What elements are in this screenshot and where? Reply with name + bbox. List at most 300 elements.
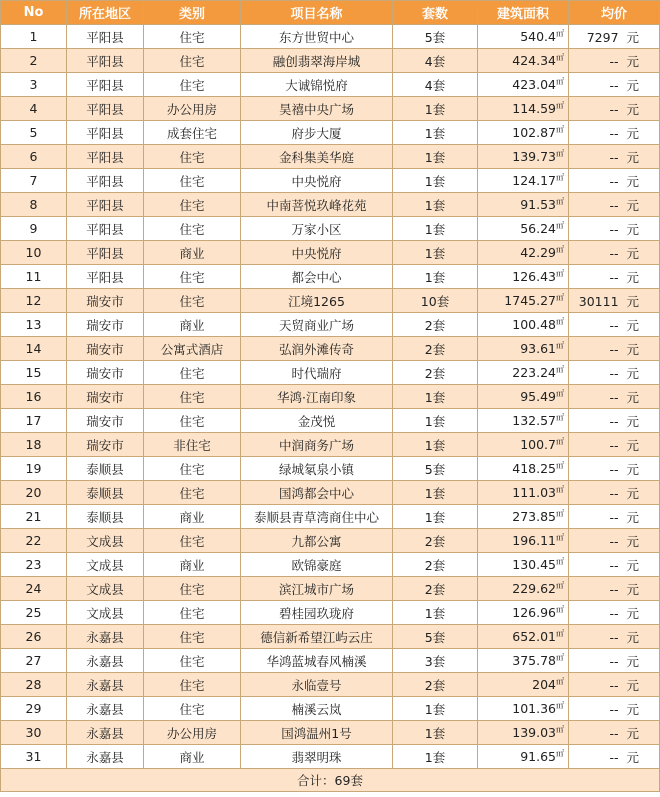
area-unit: ㎡: [556, 460, 564, 470]
project-name-cell-value: 永临壹号: [291, 677, 342, 693]
table-row: [1, 649, 660, 673]
price-unit: 元: [626, 173, 639, 189]
category-cell: [144, 49, 241, 73]
region-cell: [67, 145, 144, 169]
price-unit: 元: [626, 749, 639, 765]
total-cell: 合计：69套: [1, 769, 660, 792]
area-cell-value: 100.48: [512, 317, 556, 332]
project-name-cell: [241, 121, 393, 145]
area-cell: [478, 241, 569, 265]
row-number-cell: [1, 673, 67, 697]
table-row: [1, 601, 660, 625]
area-unit: ㎡: [556, 292, 564, 302]
price-cell: [569, 553, 660, 577]
area-cell: [478, 457, 569, 481]
table-row: [1, 241, 660, 265]
project-name-cell: [241, 721, 393, 745]
category-cell: [144, 361, 241, 385]
row-number-cell: [1, 529, 67, 553]
area-cell: [478, 337, 569, 361]
area-cell-value: 223.24: [512, 365, 556, 380]
units-cell: [393, 121, 478, 145]
price-cell-value: --: [609, 389, 619, 405]
region-cell: [67, 457, 144, 481]
region-cell: [67, 217, 144, 241]
row-number-cell-value: 28: [25, 677, 42, 692]
price-unit: 元: [626, 269, 639, 285]
units-cell: [393, 505, 478, 529]
project-name-cell: [241, 217, 393, 241]
project-name-cell: [241, 145, 393, 169]
area-cell-value: 42.29: [520, 245, 556, 260]
price-unit: 元: [626, 245, 639, 261]
region-cell-value: 瑞安市: [86, 413, 124, 429]
category-cell: [144, 73, 241, 97]
region-cell: [67, 481, 144, 505]
area-cell-value: 424.34: [512, 53, 556, 68]
area-cell: [478, 553, 569, 577]
price-cell-value: --: [609, 653, 619, 669]
area-unit: ㎡: [556, 148, 564, 158]
units-cell-value: 2套: [424, 341, 446, 357]
units-cell: [393, 169, 478, 193]
project-name-cell-value: 滨江城市广场: [278, 581, 354, 597]
project-name-cell: [241, 697, 393, 721]
row-number-cell: [1, 361, 67, 385]
area-cell-value: 102.87: [512, 125, 556, 140]
project-name-cell-value: 金科集美华庭: [278, 149, 354, 165]
price-cell-value: --: [609, 485, 619, 501]
units-cell-value: 2套: [424, 533, 446, 549]
price-cell-value: --: [609, 605, 619, 621]
table-row: [1, 337, 660, 361]
project-name-cell-value: 德信新希望江屿云庄: [260, 629, 373, 645]
region-cell-value: 泰顺县: [86, 509, 124, 525]
project-name-cell: [241, 49, 393, 73]
category-cell-value: 商业: [179, 749, 205, 765]
row-number-cell: [1, 289, 67, 313]
price-cell-value: --: [609, 701, 619, 717]
project-name-cell-value: 九都公寓: [291, 533, 342, 549]
price-unit: 元: [626, 125, 639, 141]
row-number-cell-value: 16: [25, 389, 42, 404]
units-cell: [393, 649, 478, 673]
category-cell: [144, 169, 241, 193]
price-unit: 元: [626, 53, 639, 69]
region-cell: [67, 361, 144, 385]
area-cell-value: 375.78: [512, 653, 556, 668]
price-cell: [569, 649, 660, 673]
units-cell: [393, 73, 478, 97]
project-name-cell-value: 金茂悦: [297, 413, 336, 429]
project-name-cell: [241, 97, 393, 121]
table-row: [1, 121, 660, 145]
area-cell-value: 418.25: [512, 461, 556, 476]
area-cell-value: 652.01: [512, 629, 556, 644]
units-cell: [393, 673, 478, 697]
row-number-cell: [1, 697, 67, 721]
area-cell: [478, 169, 569, 193]
table-row: [1, 73, 660, 97]
table-row: [1, 217, 660, 241]
column-header-area: 建筑面积: [478, 1, 569, 25]
units-cell: [393, 433, 478, 457]
region-cell: [67, 505, 144, 529]
area-cell-value: 132.57: [512, 413, 556, 428]
units-cell: [393, 337, 478, 361]
region-cell: [67, 241, 144, 265]
region-cell-value: 平阳县: [86, 149, 124, 165]
units-cell: [393, 577, 478, 601]
category-cell: [144, 505, 241, 529]
row-number-cell-value: 3: [29, 77, 38, 92]
units-cell: [393, 241, 478, 265]
area-unit: ㎡: [556, 76, 564, 86]
project-name-cell-value: 翡翠明珠: [291, 749, 342, 765]
table-row: [1, 385, 660, 409]
area-cell-value: 273.85: [512, 509, 556, 524]
area-cell: [478, 385, 569, 409]
table-row: [1, 265, 660, 289]
row-number-cell-value: 22: [25, 533, 42, 548]
area-unit: ㎡: [556, 244, 564, 254]
area-unit: ㎡: [556, 724, 564, 734]
project-name-cell: [241, 265, 393, 289]
project-name-cell: [241, 649, 393, 673]
region-cell-value: 永嘉县: [86, 677, 124, 693]
area-cell: [478, 49, 569, 73]
units-cell-value: 1套: [424, 173, 446, 189]
project-name-cell-value: 天贸商业广场: [278, 317, 354, 333]
price-unit: 元: [626, 581, 639, 597]
row-number-cell-value: 21: [25, 509, 42, 524]
price-cell-value: --: [609, 317, 619, 333]
units-cell: [393, 457, 478, 481]
units-cell-value: 2套: [424, 581, 446, 597]
project-name-cell-value: 融创翡翠海岸城: [272, 53, 361, 69]
row-number-cell-value: 17: [25, 413, 42, 428]
price-cell: [569, 217, 660, 241]
units-cell-value: 1套: [424, 221, 446, 237]
project-name-cell: [241, 625, 393, 649]
area-unit: ㎡: [556, 124, 564, 134]
column-header-category: 类别: [144, 1, 241, 25]
region-cell-value: 文成县: [86, 581, 124, 597]
category-cell-value: 住宅: [179, 77, 205, 93]
price-cell: [569, 481, 660, 505]
price-cell-value: 7297: [586, 29, 619, 45]
area-cell: [478, 529, 569, 553]
area-cell: [478, 433, 569, 457]
area-cell-value: 56.24: [520, 221, 556, 236]
region-cell: [67, 25, 144, 49]
project-name-cell-value: 中央悦府: [291, 245, 342, 261]
units-cell-value: 1套: [424, 413, 446, 429]
area-unit: ㎡: [556, 676, 564, 686]
region-cell: [67, 577, 144, 601]
area-cell: [478, 25, 569, 49]
table-row: [1, 313, 660, 337]
area-unit: ㎡: [556, 580, 564, 590]
units-cell: [393, 265, 478, 289]
row-number-cell: [1, 649, 67, 673]
area-unit: ㎡: [556, 28, 564, 38]
category-cell: [144, 313, 241, 337]
project-name-cell-value: 楠溪云岚: [291, 701, 342, 717]
region-cell: [67, 721, 144, 745]
row-number-cell-value: 24: [25, 581, 42, 596]
row-number-cell: [1, 409, 67, 433]
category-cell: [144, 385, 241, 409]
region-cell: [67, 49, 144, 73]
units-cell: [393, 49, 478, 73]
table-row: [1, 25, 660, 49]
row-number-cell: [1, 745, 67, 769]
region-cell-value: 平阳县: [86, 269, 124, 285]
area-cell-value: 1745.27: [504, 293, 556, 308]
table-row: [1, 745, 660, 769]
category-cell: [144, 649, 241, 673]
project-name-cell: [241, 673, 393, 697]
category-cell: [144, 121, 241, 145]
project-name-cell-value: 绿城氡泉小镇: [278, 461, 354, 477]
price-unit: 元: [626, 29, 639, 45]
project-name-cell-value: 府步大厦: [291, 125, 342, 141]
row-number-cell-value: 20: [25, 485, 42, 500]
price-cell: [569, 121, 660, 145]
price-cell: [569, 241, 660, 265]
price-cell: [569, 145, 660, 169]
project-name-cell: [241, 385, 393, 409]
table-row: [1, 193, 660, 217]
row-number-cell: [1, 385, 67, 409]
units-cell-value: 1套: [424, 101, 446, 117]
price-unit: 元: [626, 221, 639, 237]
row-number-cell-value: 29: [25, 701, 42, 716]
category-cell-value: 住宅: [179, 581, 205, 597]
area-cell-value: 126.43: [512, 269, 556, 284]
units-cell-value: 5套: [424, 461, 446, 477]
area-cell: [478, 193, 569, 217]
price-cell: [569, 697, 660, 721]
project-name-cell-value: 国鸿都会中心: [278, 485, 354, 501]
units-cell-value: 4套: [424, 77, 446, 93]
area-cell: [478, 313, 569, 337]
price-cell-value: --: [609, 245, 619, 261]
table-row: [1, 49, 660, 73]
row-number-cell-value: 9: [29, 221, 38, 236]
category-cell-value: 住宅: [179, 389, 205, 405]
area-cell-value: 196.11: [512, 533, 556, 548]
project-name-cell: [241, 73, 393, 97]
price-cell: [569, 265, 660, 289]
table-row: [1, 433, 660, 457]
region-cell-value: 永嘉县: [86, 725, 124, 741]
area-cell-value: 111.03: [512, 485, 556, 500]
units-cell-value: 1套: [424, 269, 446, 285]
project-name-cell-value: 华鸿蓝城春风楠溪: [266, 653, 367, 669]
region-cell-value: 平阳县: [86, 221, 124, 237]
row-number-cell: [1, 721, 67, 745]
table-row: [1, 409, 660, 433]
project-name-cell-value: 万家小区: [291, 221, 342, 237]
project-name-cell: [241, 169, 393, 193]
area-unit: ㎡: [556, 508, 564, 518]
area-cell: [478, 721, 569, 745]
region-cell: [67, 673, 144, 697]
area-cell-value: 126.96: [512, 605, 556, 620]
units-cell-value: 3套: [424, 653, 446, 669]
category-cell-value: 商业: [179, 245, 205, 261]
price-cell: [569, 409, 660, 433]
region-cell-value: 永嘉县: [86, 701, 124, 717]
project-name-cell: [241, 601, 393, 625]
units-cell: [393, 217, 478, 241]
row-number-cell-value: 8: [29, 197, 38, 212]
column-header-no: No: [1, 1, 67, 25]
region-cell-value: 瑞安市: [86, 341, 124, 357]
price-cell: [569, 385, 660, 409]
region-cell: [67, 265, 144, 289]
price-cell: [569, 169, 660, 193]
table-row: [1, 97, 660, 121]
project-name-cell: [241, 529, 393, 553]
row-number-cell-value: 7: [29, 173, 38, 188]
price-cell: [569, 73, 660, 97]
row-number-cell: [1, 25, 67, 49]
price-cell: [569, 457, 660, 481]
price-unit: 元: [626, 653, 639, 669]
project-name-cell: [241, 745, 393, 769]
category-cell-value: 商业: [179, 317, 205, 333]
units-cell: [393, 745, 478, 769]
category-cell-value: 公寓式酒店: [160, 341, 224, 357]
price-cell-value: 30111: [578, 293, 619, 309]
area-unit: ㎡: [556, 364, 564, 374]
row-number-cell: [1, 241, 67, 265]
region-cell-value: 瑞安市: [86, 389, 124, 405]
project-name-cell: [241, 433, 393, 457]
category-cell-value: 商业: [179, 557, 205, 573]
column-header-project: 项目名称: [241, 1, 393, 25]
table-row: [1, 721, 660, 745]
category-cell-value: 住宅: [179, 173, 205, 189]
region-cell-value: 泰顺县: [86, 461, 124, 477]
category-cell-value: 住宅: [179, 677, 205, 693]
price-cell-value: --: [609, 77, 619, 93]
row-number-cell-value: 25: [25, 605, 42, 620]
table-row: [1, 577, 660, 601]
area-cell-value: 139.03: [512, 725, 556, 740]
row-number-cell-value: 30: [25, 725, 42, 740]
area-cell: [478, 649, 569, 673]
units-cell-value: 1套: [424, 605, 446, 621]
units-cell-value: 1套: [424, 389, 446, 405]
table-row: [1, 625, 660, 649]
price-cell-value: --: [609, 173, 619, 189]
column-header-region: 所在地区: [67, 1, 144, 25]
category-cell: [144, 409, 241, 433]
area-unit: ㎡: [556, 316, 564, 326]
category-cell-value: 住宅: [179, 485, 205, 501]
category-cell: [144, 529, 241, 553]
area-unit: ㎡: [556, 196, 564, 206]
category-cell-value: 住宅: [179, 701, 205, 717]
row-number-cell-value: 26: [25, 629, 42, 644]
row-number-cell: [1, 481, 67, 505]
category-cell: [144, 433, 241, 457]
region-cell-value: 永嘉县: [86, 629, 124, 645]
units-cell: [393, 361, 478, 385]
category-cell-value: 住宅: [179, 461, 205, 477]
table-row: [1, 673, 660, 697]
category-cell-value: 住宅: [179, 413, 205, 429]
region-cell: [67, 409, 144, 433]
area-cell: [478, 745, 569, 769]
project-name-cell-value: 都会中心: [291, 269, 342, 285]
price-unit: 元: [626, 389, 639, 405]
area-cell-value: 540.4: [520, 29, 556, 44]
price-unit: 元: [626, 149, 639, 165]
units-cell-value: 1套: [424, 509, 446, 525]
price-cell-value: --: [609, 269, 619, 285]
units-cell-value: 5套: [424, 29, 446, 45]
region-cell: [67, 97, 144, 121]
price-unit: 元: [626, 701, 639, 717]
row-number-cell: [1, 505, 67, 529]
units-cell-value: 1套: [424, 701, 446, 717]
region-cell-value: 平阳县: [86, 53, 124, 69]
area-cell: [478, 361, 569, 385]
price-unit: 元: [626, 725, 639, 741]
price-cell-value: --: [609, 221, 619, 237]
project-name-cell-value: 泰顺县青草湾商住中心: [253, 509, 379, 525]
area-unit: ㎡: [556, 700, 564, 710]
category-cell: [144, 721, 241, 745]
area-cell: [478, 409, 569, 433]
area-cell-value: 124.17: [512, 173, 556, 188]
row-number-cell-value: 14: [25, 341, 42, 356]
area-unit: ㎡: [556, 484, 564, 494]
area-cell-value: 204: [532, 677, 556, 692]
units-cell: [393, 385, 478, 409]
price-cell-value: --: [609, 437, 619, 453]
region-cell: [67, 433, 144, 457]
area-cell: [478, 73, 569, 97]
project-name-cell-value: 昊禧中央广场: [278, 101, 354, 117]
price-unit: 元: [626, 605, 639, 621]
area-cell: [478, 505, 569, 529]
category-cell: [144, 241, 241, 265]
region-cell: [67, 313, 144, 337]
row-number-cell: [1, 97, 67, 121]
area-cell: [478, 145, 569, 169]
price-cell: [569, 529, 660, 553]
price-cell: [569, 505, 660, 529]
total-row: [1, 769, 660, 792]
area-unit: ㎡: [556, 220, 564, 230]
row-number-cell: [1, 49, 67, 73]
region-cell: [67, 649, 144, 673]
price-cell: [569, 721, 660, 745]
category-cell: [144, 745, 241, 769]
category-cell: [144, 481, 241, 505]
price-cell-value: --: [609, 677, 619, 693]
project-name-cell-value: 时代瑞府: [291, 365, 342, 381]
units-cell: [393, 313, 478, 337]
units-cell-value: 1套: [424, 245, 446, 261]
price-cell-value: --: [609, 101, 619, 117]
